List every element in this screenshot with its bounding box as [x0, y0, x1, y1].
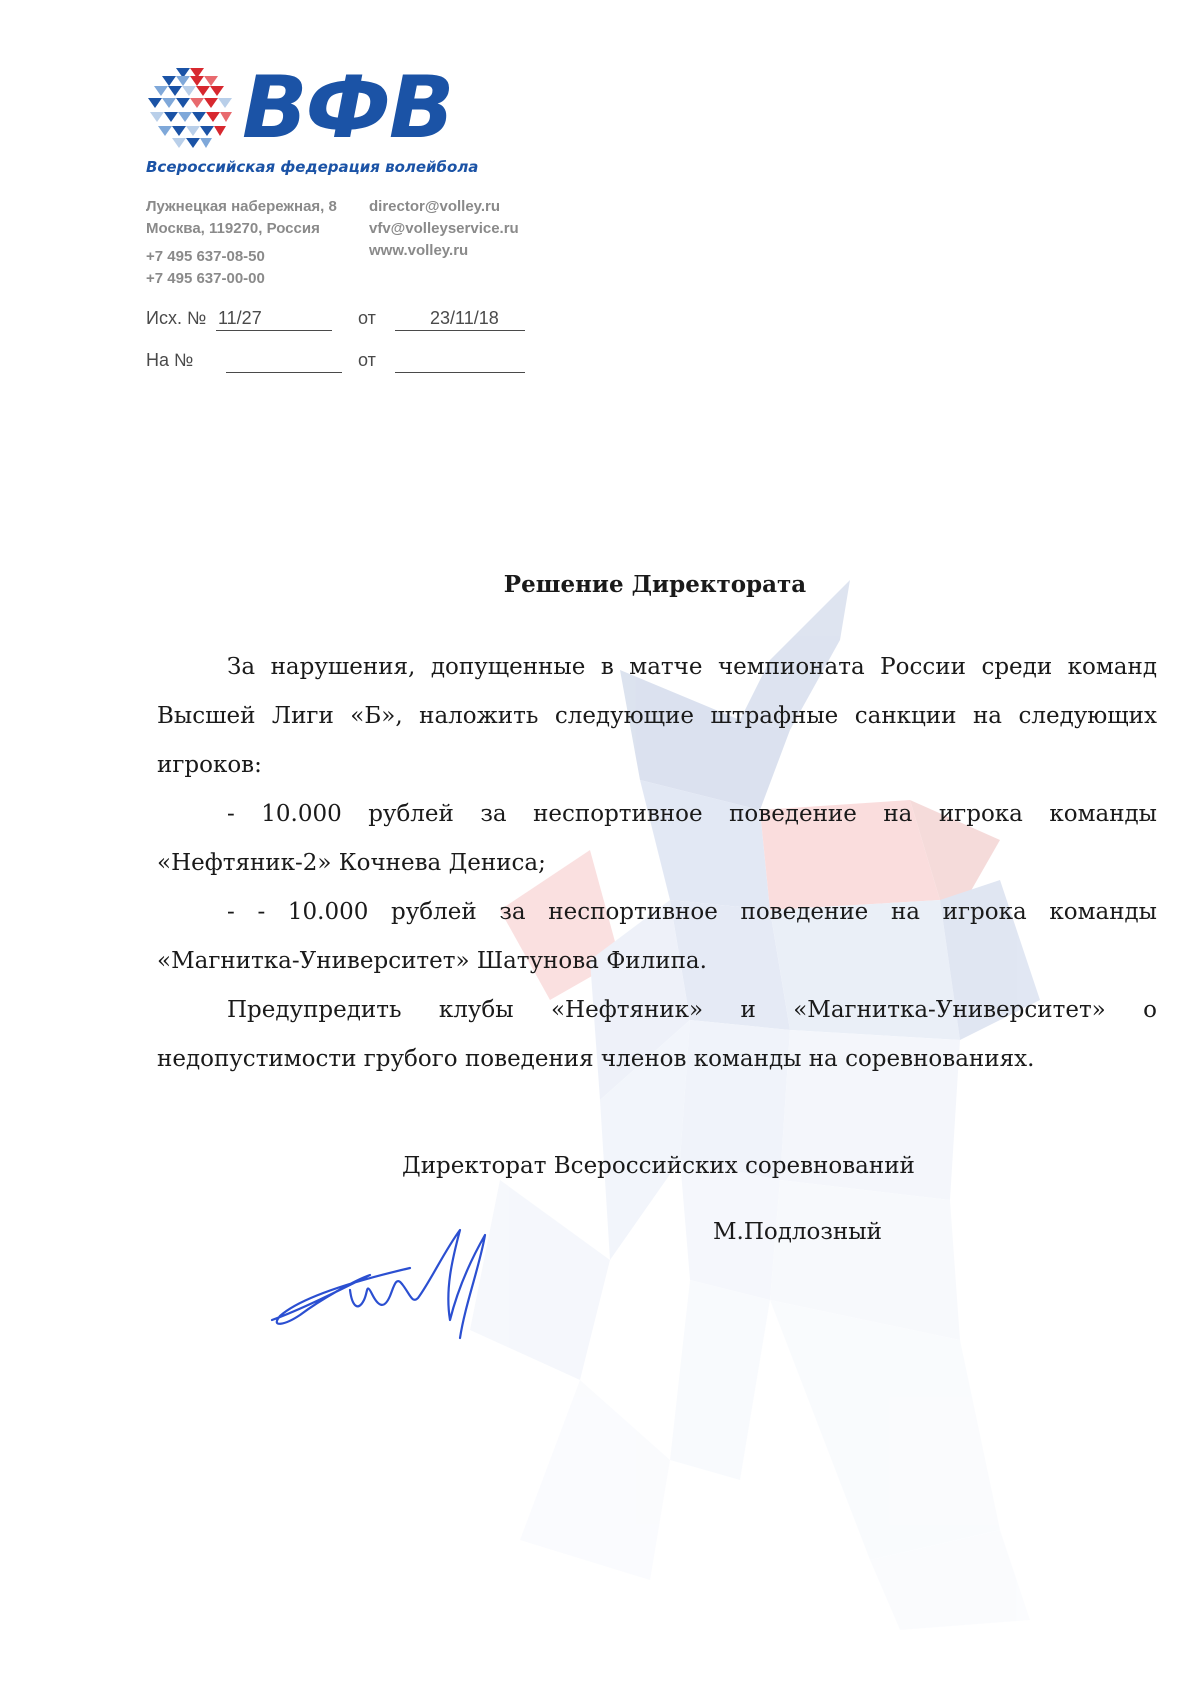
outgoing-number: 11/27 — [218, 308, 262, 328]
address-line-2: Москва, 119270, Россия — [146, 220, 320, 237]
email-1[interactable]: director@volley.ru — [369, 198, 501, 215]
contact-address-block — [146, 196, 337, 290]
phone-1: +7 495 637-08-50 — [146, 248, 265, 265]
contact-web-block — [369, 196, 519, 262]
paragraph-violations: За нарушения, допущенные в матче чемпионата России среди команд Высшей Лиги «Б», наложить следующие штрафные санкции на следующих игроков: — [157, 654, 1157, 778]
email-2[interactable]: vfv@volleyservice.ru — [369, 220, 519, 237]
phone-2: +7 495 637-00-00 — [146, 270, 265, 287]
paragraph-warning: Предупредить клубы «Нефтяник» и «Магнитка-Университет» о недопустимости грубого поведения членов команды на соревнованиях. — [157, 997, 1157, 1072]
signing-organization: Директорат Всероссийских соревнований — [402, 1153, 915, 1179]
outgoing-date: 23/11/18 — [430, 308, 499, 328]
handwritten-signature-icon — [260, 1220, 540, 1350]
incoming-number-field — [226, 350, 342, 373]
incoming-label: На № — [146, 350, 194, 370]
document-title: Решение Директората — [503, 571, 807, 598]
incoming-date-field — [395, 350, 525, 373]
logo-caption: Всероссийская федерация волейбола — [146, 158, 479, 176]
paragraph-fine-2: - - 10.000 рублей за неспортивное поведение на игрока команды «Магнитка-Университет» Шатунова Филипа. — [157, 899, 1157, 974]
incoming-reference — [146, 350, 566, 376]
address-line-1: Лужнецкая набережная, 8 — [146, 198, 337, 215]
federation-logo — [146, 58, 506, 182]
document-body — [157, 643, 1157, 1084]
incoming-from-label: от — [358, 350, 376, 370]
signatory-name: М.Подлозный — [713, 1219, 882, 1245]
website[interactable]: www.volley.ru — [369, 242, 469, 259]
outgoing-from-label: от — [358, 308, 376, 328]
triangle-mosaic-ball-icon — [146, 66, 234, 150]
outgoing-reference — [146, 308, 566, 334]
paragraph-fine-1: - 10.000 рублей за неспортивное поведение на игрока команды «Нефтяник-2» Кочнева Дениса; — [157, 801, 1157, 876]
outgoing-label: Исх. № — [146, 308, 207, 328]
logo-letters: ВФВ — [242, 58, 453, 158]
